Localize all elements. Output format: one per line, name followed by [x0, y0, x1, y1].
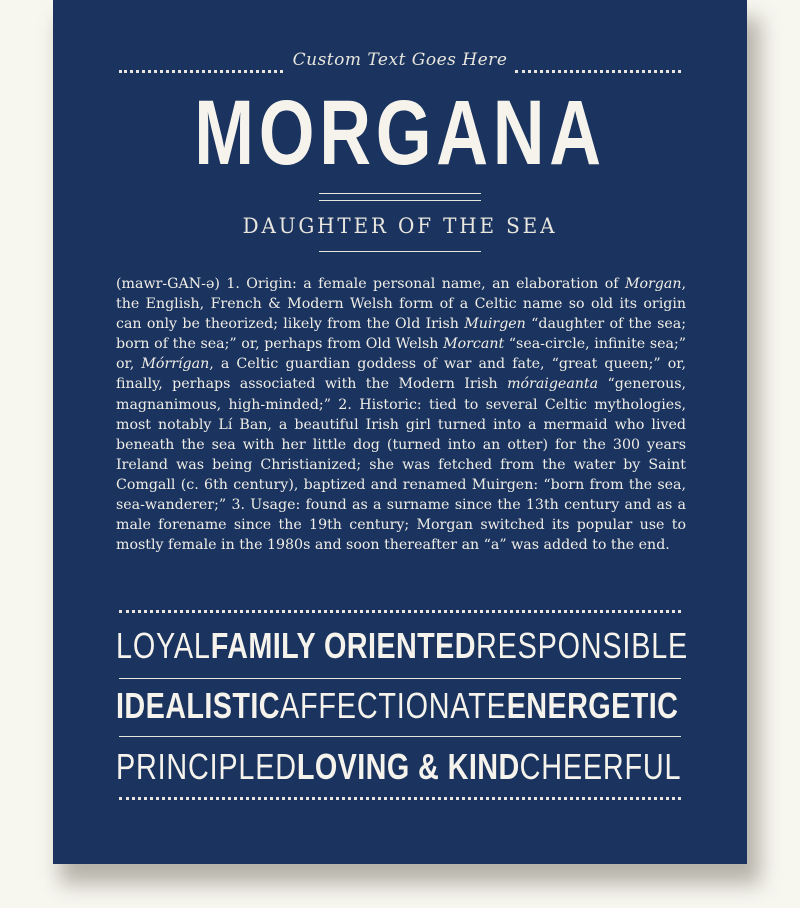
divider-line-bottom	[319, 200, 481, 201]
name-meaning: DAUGHTER OF THE SEA	[242, 214, 558, 238]
traits-separator-2	[119, 736, 681, 737]
trait: PRINCIPLED	[116, 746, 297, 787]
divider-line-top	[319, 193, 481, 194]
trait: FAMILY ORIENTED	[210, 625, 476, 666]
traits-row-3	[116, 745, 686, 789]
name-definition: (mawr-GAN-ə) 1. Origin: a female personal name, an elaboration of Morgan, the English, French & Modern Welsh form of a Celtic name so old its origin can only be theorized; likely from the Old Irish Muirgen “daughter of the sea; born of the sea;” or, perhaps from Old Welsh Morcant “sea-circle, infinite sea;” or, Mórrígan, a Celtic guardian goddess of war and fate, “great queen;” or, finally, perhaps associated with the Modern Irish móraigeanta “generous, magnanimous, high-minded;” 2. Historic: tied to several Celtic mythologies, most notably Lí Ban, a beautiful Irish girl turned into a mermaid who lived beneath the sea with her little dog (turned into an otter) for the 300 years Ireland was being Christianized; she was fetched from the water by Saint Comgall (c. 6th century), baptized and renamed Muirgen: “born from the sea, sea-wanderer;” 3. Usage: found as a surname since the 13th century and as a male forename since the 19th century; Morgan switched its popular use to mostly female in the 1980s and soon thereafter an “a” was added to the end.	[116, 276, 686, 554]
dotted-divider-traits-bottom	[119, 797, 681, 800]
italic-muirgen: Muirgen	[464, 316, 526, 333]
italic-morgan: Morgan	[624, 276, 682, 292]
dotted-divider-right	[515, 70, 681, 73]
poster-name: MORGANA	[194, 82, 606, 184]
trait: LOYAL	[116, 625, 211, 666]
dotted-divider-left	[119, 70, 283, 73]
traits-separator-1	[119, 678, 681, 679]
custom-text: Custom Text Goes Here	[292, 50, 508, 70]
trait: CHEERFUL	[519, 746, 682, 787]
pronunciation: (mawr-GAN-ə)	[116, 276, 220, 292]
dotted-divider-traits-top	[119, 610, 681, 613]
trait: AFFECTIONATE	[280, 685, 507, 726]
trait: IDEALISTIC	[116, 685, 281, 726]
italic-morcant: Morcant	[443, 336, 505, 353]
trait: ENERGETIC	[506, 685, 679, 726]
divider-line-meaning	[319, 251, 481, 252]
name-poster	[53, 0, 747, 864]
italic-moraigeanta: móraigeanta	[507, 376, 599, 393]
italic-morrigan: Mórrígan	[141, 356, 210, 373]
trait: RESPONSIBLE	[475, 625, 689, 666]
traits-row-2	[116, 684, 686, 728]
traits-row-1	[116, 624, 689, 668]
trait: LOVING & KIND	[296, 746, 520, 787]
